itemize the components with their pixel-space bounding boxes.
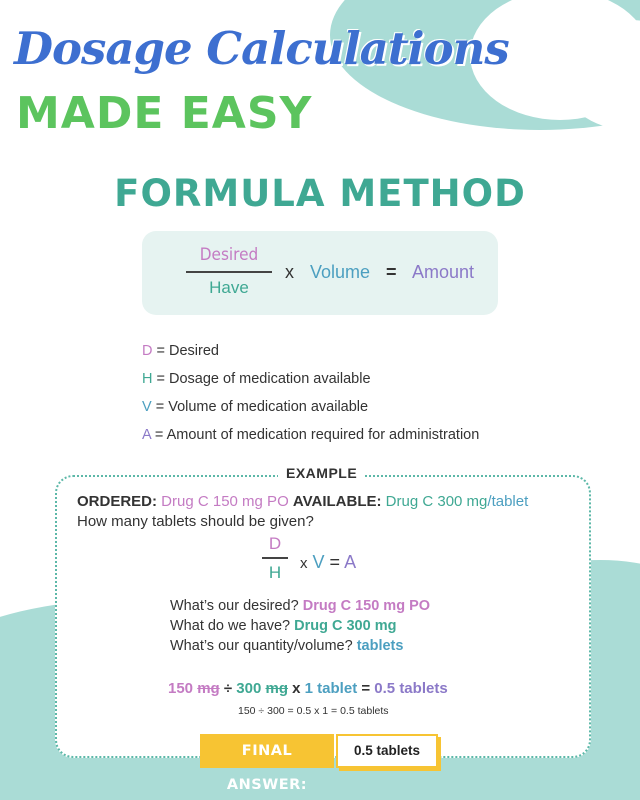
mini-fraction-bar <box>262 557 288 559</box>
mini-formula-d: D <box>268 534 282 553</box>
fraction-bar <box>186 271 272 273</box>
definition-key: A <box>142 427 151 443</box>
mini-formula-fraction <box>262 534 288 583</box>
title-script: Dosage Calculations <box>14 22 509 75</box>
final-answer-label: FINAL ANSWER: <box>200 734 334 768</box>
qa-question: What’s our desired? <box>170 598 303 614</box>
example-question: How many tablets should be given? <box>77 513 314 530</box>
definition-item <box>142 397 479 425</box>
calc-result: 0.5 tablets <box>374 680 448 697</box>
definition-text: = Dosage of medication available <box>152 371 371 387</box>
qa-question: What do we have? <box>170 618 295 634</box>
calc-unit-cancel: mg <box>265 680 288 697</box>
qa-answer: tablets <box>356 638 404 654</box>
formula-box <box>142 231 498 315</box>
definition-text: = Volume of medication available <box>151 399 369 415</box>
ordered-label: ORDERED: <box>77 493 158 510</box>
calc-have: 300 <box>236 680 266 697</box>
qa-answer: Drug C 150 mg PO <box>302 598 431 614</box>
available-label: AVAILABLE: <box>292 493 382 510</box>
calculation-line <box>168 680 448 697</box>
qa-answer: Drug C 300 mg <box>294 618 397 634</box>
definition-item <box>142 341 479 369</box>
definition-key: H <box>142 371 153 387</box>
qa-question: What’s our quantity/volume? <box>170 638 357 654</box>
small-calculation: 150 ÷ 300 = 0.5 x 1 = 0.5 tablets <box>238 705 389 717</box>
definition-item <box>142 425 479 453</box>
qa-item <box>170 638 403 654</box>
formula-denominator: Have <box>209 277 249 297</box>
mini-formula-a: A <box>344 552 357 572</box>
available-unit: /tablet <box>487 493 529 510</box>
title-subheading: MADE EASY <box>16 88 313 139</box>
example-label: EXAMPLE <box>278 465 365 481</box>
formula-numerator: Desired <box>199 245 259 265</box>
mini-formula-rest <box>300 552 356 573</box>
qa-item <box>170 598 430 614</box>
mini-formula-v: V <box>312 552 325 572</box>
definition-text: = Desired <box>152 343 219 359</box>
available-value: Drug C 300 mg <box>381 493 488 510</box>
example-order-line <box>77 493 528 510</box>
formula-fraction <box>186 245 272 298</box>
qa-item <box>170 618 396 634</box>
definitions-list <box>142 341 479 453</box>
formula-equals: = <box>386 262 397 282</box>
definition-item <box>142 369 479 397</box>
formula-amount: Amount <box>412 262 475 282</box>
calc-divide: ÷ <box>219 680 237 697</box>
calc-unit-cancel: mg <box>197 680 220 697</box>
mini-formula-eq: = <box>329 552 341 572</box>
section-title: FORMULA METHOD <box>114 172 526 215</box>
definition-key: D <box>142 343 153 359</box>
definition-key: V <box>142 399 152 415</box>
calc-times: x <box>287 680 305 697</box>
calc-equals: = <box>357 680 375 697</box>
final-answer-value: 0.5 tablets <box>336 734 438 768</box>
calc-volume: 1 tablet <box>304 680 358 697</box>
mini-formula-times: x <box>300 555 308 572</box>
formula-times: x <box>285 262 294 282</box>
mini-formula-h: H <box>268 562 282 582</box>
formula-volume: Volume <box>310 262 371 282</box>
calc-desired: 150 <box>168 680 198 697</box>
definition-text: = Amount of medication required for administration <box>150 427 480 443</box>
ordered-value: Drug C 150 mg PO <box>157 493 293 510</box>
